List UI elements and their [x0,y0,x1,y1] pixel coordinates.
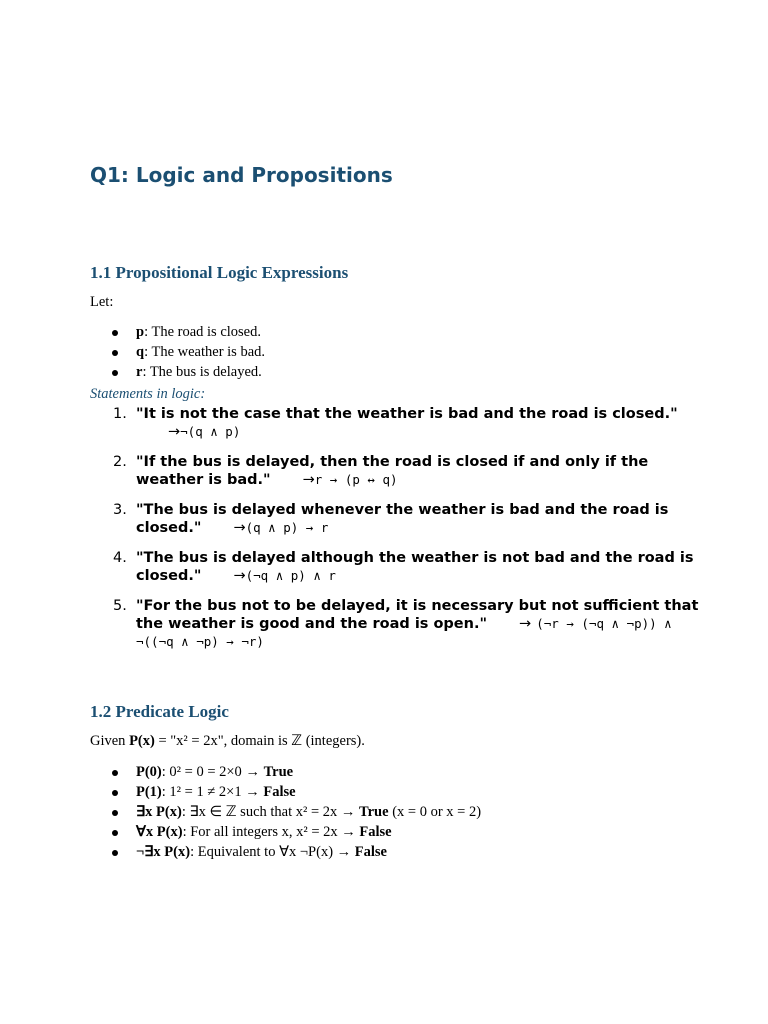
statement-text: "The bus is delayed although the weather is not bad and the road is closed." [136,550,694,584]
statement-item [0,405,700,441]
list-item [0,842,481,862]
predicate-result: False [354,844,387,860]
arrow-icon: → [341,824,356,840]
arrow-icon: → [233,520,246,536]
statement-text: "It is not the case that the weather is bad and the road is closed." [136,406,678,422]
predicate-intro [90,733,365,750]
statement-number: 4. [113,550,127,566]
predicate-result: True [263,764,294,780]
bullet-icon [112,790,118,796]
statement-formula: (¬r → (¬q ∧ ¬p)) ∧ ¬((¬q ∧ ¬p) → ¬r) [136,616,672,649]
predicate-result: False [359,824,392,840]
predicate-label: P(0) [136,764,162,780]
statement-number: 2. [113,454,127,470]
intro-suffix: = "x² = 2x", domain is ℤ (integers). [154,733,365,749]
bullet-icon [112,850,118,856]
section-heading-propositional: 1.1 Propositional Logic Expressions [90,263,349,282]
statement-formula: r → (p ↔ q) [314,472,398,487]
predicate-tail: (x = 0 or x = 2) [388,804,482,820]
statement-list [0,405,700,663]
predicate-label: ∃x P(x) [136,804,182,820]
variable-list [0,322,265,382]
predicate-list [0,762,481,862]
predicate-label: P(1) [136,784,162,800]
predicate-label: ∀x P(x) [136,824,183,840]
predicate-body: : For all integers x, x² = 2x [182,824,338,840]
statement-formula: ¬(q ∧ p) [180,424,241,439]
bullet-icon [112,830,118,836]
section-heading-predicate: 1.2 Predicate Logic [90,702,229,721]
arrow-icon: → [519,616,532,632]
bullet-icon [112,810,118,816]
statement-item [0,549,700,585]
arrow-icon: → [245,764,260,780]
bullet-icon [112,330,118,336]
statement-text: "For the bus not to be delayed, it is necessary but not sufficient that the weather is good and the road is open." [136,598,699,632]
list-item [0,342,265,362]
predicate-body: : 1² = 1 ≠ 2×1 [161,784,242,800]
predicate-body: : ∃x ∈ ℤ such that x² = 2x [181,804,338,820]
statement-formula: (q ∧ p) → r [245,520,329,535]
list-item [0,362,265,382]
statements-caption: Statements in logic: [90,386,206,402]
statement-item [0,597,700,651]
bullet-icon [112,370,118,376]
arrow-icon: → [340,804,356,820]
statement-text: "The bus is delayed whenever the weather is bad and the road is closed." [136,502,669,536]
statement-item [0,453,700,489]
statement-text: "If the bus is delayed, then the road is closed if and only if the weather is bad." [136,454,649,488]
arrow-icon: → [336,844,352,860]
variable-name: r [136,364,143,380]
variable-desc: : The weather is bad. [144,344,266,360]
arrow-icon: → [302,472,315,488]
predicate-name: P(x) [129,733,155,749]
predicate-result: True [359,804,389,820]
list-item [0,802,481,822]
predicate-label: ¬∃x P(x) [136,844,191,860]
page-title: Q1: Logic and Propositions [90,163,393,187]
arrow-icon: → [233,568,246,584]
statement-number: 5. [113,598,127,614]
list-item [0,822,481,842]
variable-name: q [136,344,145,360]
list-item [0,322,265,342]
variable-desc: : The road is closed. [144,324,261,340]
let-label: Let: [90,294,114,310]
variable-desc: : The bus is delayed. [142,364,262,380]
list-item [0,762,481,782]
statement-formula: (¬q ∧ p) ∧ r [245,568,336,583]
intro-prefix: Given [90,733,130,749]
statement-item [0,501,700,537]
predicate-result: False [263,784,296,800]
statement-number: 3. [113,502,127,518]
predicate-body: : 0² = 0 = 2×0 [161,764,242,780]
arrow-icon: → [245,784,260,800]
bullet-icon [112,350,118,356]
arrow-icon: → [168,424,181,440]
bullet-icon [112,770,118,776]
predicate-body: : Equivalent to ∀x ¬P(x) [190,844,334,860]
statement-number: 1. [113,406,127,422]
variable-name: p [136,324,145,340]
list-item [0,782,481,802]
